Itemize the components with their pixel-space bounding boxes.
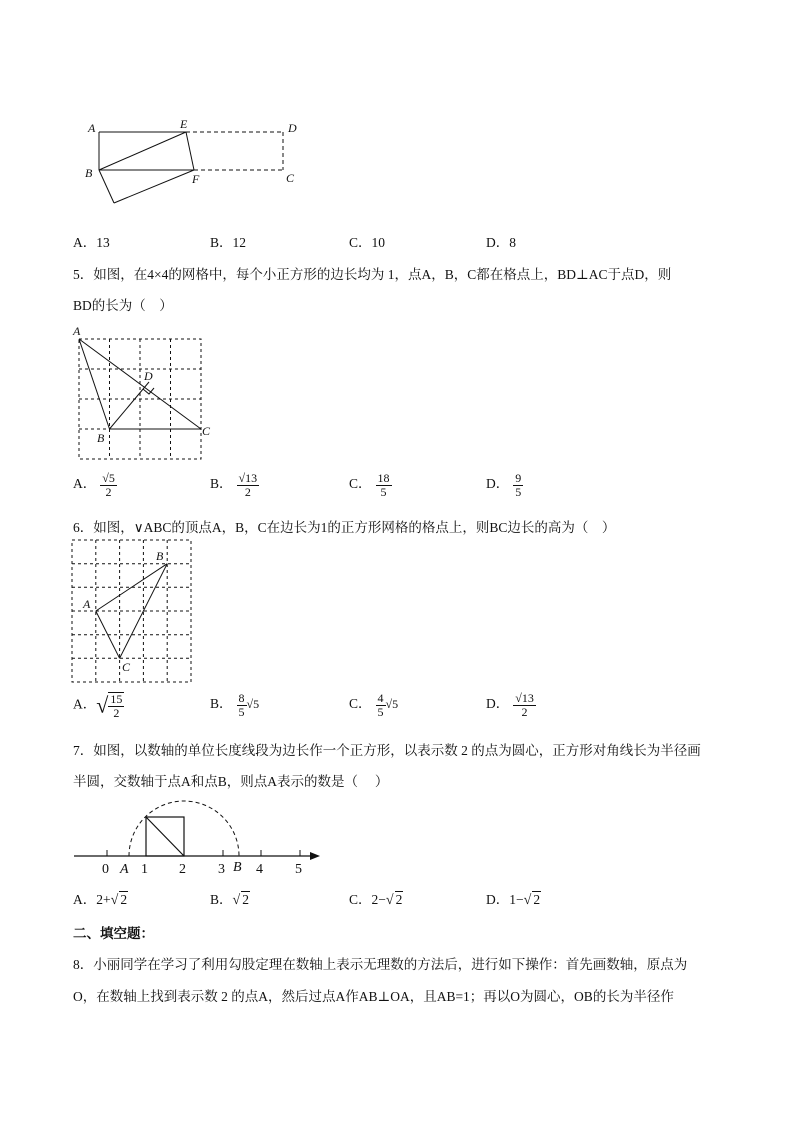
option-letter: A． (73, 476, 97, 492)
label-d: D (288, 121, 297, 135)
q4-option-d (486, 231, 516, 251)
tick-label-5: 5 (295, 862, 302, 877)
fraction (100, 472, 117, 498)
option-letter: B． (210, 235, 233, 250)
denominator: 5 (380, 484, 387, 499)
q6-label-c: C (122, 660, 131, 674)
numerator: √13 (238, 471, 258, 485)
q5-label-b: B (97, 431, 105, 445)
q6-line1: 6．如图，∨ABC的顶点A，B，C在边长为1的正方形网格的格点上，则BC边长的高为（ ） (73, 520, 616, 535)
tick-label-1: 1 (141, 862, 148, 877)
fraction (513, 692, 536, 718)
q6-grid (72, 540, 191, 682)
q6-figure (70, 538, 195, 688)
option-letter: A． (73, 235, 97, 250)
fraction (237, 472, 260, 498)
numerator: 4 (377, 691, 384, 705)
axis-arrow-icon (310, 852, 320, 860)
option-letter: B． (210, 696, 233, 712)
edge-be (99, 132, 186, 170)
q7-option-b (210, 888, 250, 909)
radical-term: √5 (246, 697, 260, 712)
radical-sign: √ (385, 893, 394, 908)
q6-option-a (73, 692, 124, 719)
denominator: 5 (515, 484, 522, 499)
option-letter: C． (349, 235, 372, 250)
option-letter: D． (486, 696, 510, 712)
q7-line2: 半圆，交数轴于点A和点B，则点A表示的数是（ ） (73, 774, 389, 789)
fraction (237, 692, 247, 718)
fraction (376, 692, 386, 718)
denominator: 2 (521, 704, 528, 719)
tick-label-3: 3 (218, 862, 225, 877)
label-b: B (85, 166, 93, 180)
option-letter: C． (349, 476, 372, 492)
numerator: 15 (110, 692, 123, 706)
q6-option-b (210, 692, 259, 718)
option-value: 12 (232, 235, 247, 250)
section-title: 二、填空题： (73, 926, 154, 941)
numerator: 18 (377, 471, 390, 485)
radical-sign: √ (232, 893, 241, 908)
fraction (376, 472, 392, 498)
radical-sign: √ (110, 893, 119, 908)
numerator: √5 (102, 471, 115, 485)
point-label-a: A (120, 862, 129, 877)
edge-bottom-f (114, 170, 194, 203)
option-letter: D． (486, 892, 510, 907)
q5-option-b (210, 472, 259, 498)
fraction (108, 692, 124, 719)
axis-ticks (107, 850, 300, 856)
q5-option-a (73, 472, 117, 498)
tick-label-0: 0 (102, 862, 109, 877)
option-value: 8 (509, 235, 516, 250)
point-label-b: B (233, 860, 242, 875)
q7-option-a (73, 888, 128, 909)
numerator: 9 (515, 471, 522, 485)
numerator: 8 (238, 691, 245, 705)
denominator: 2 (244, 484, 251, 499)
numerator: √13 (515, 691, 534, 705)
option-value: 10 (371, 235, 386, 250)
denominator: 2 (105, 484, 112, 499)
radicand: 2 (395, 892, 403, 907)
denominator: 2 (113, 705, 120, 720)
q6-label-a: A (83, 597, 91, 611)
label-a: A (88, 121, 96, 135)
option-prefix: 2− (371, 892, 386, 907)
q4-option-a (73, 231, 110, 251)
label-f: F (192, 172, 200, 186)
q5-line2: BD的长为（ ） (73, 298, 173, 313)
q6-option-d (486, 692, 536, 718)
square-diagonal (146, 817, 184, 856)
denominator: 5 (377, 704, 384, 719)
denominator: 5 (238, 704, 245, 719)
option-letter: D． (486, 235, 510, 250)
radicand: 2 (242, 892, 249, 907)
q5-line1: 5．如图，在4×4的网格中，每个小正方形的边长均为 1，点A，B，C都在格点上，BD⊥AC于点D，则 (73, 267, 672, 282)
q5-side-ab (79, 339, 110, 429)
q5-label-d: D (144, 369, 153, 383)
q7-option-c (349, 888, 403, 909)
label-e: E (180, 117, 188, 131)
q6-label-b: B (156, 549, 164, 563)
label-c: C (286, 171, 295, 185)
q5-option-c (349, 472, 392, 498)
tick-label-2: 2 (179, 862, 186, 877)
option-value: 13 (96, 235, 110, 250)
option-letter: A． (73, 696, 97, 712)
edge-b-bottom (99, 170, 114, 203)
option-letter: D． (486, 476, 510, 492)
q7-line1: 7．如图，以数轴的单位长度线段为边长作一个正方形，以表示数 2 的点为圆心，正方形对角线长为半径画 (73, 743, 701, 758)
q5-figure (70, 322, 220, 467)
fraction (513, 472, 523, 498)
radical-sign: √ (523, 893, 532, 908)
option-prefix: 2+ (96, 892, 111, 907)
radicand: 2 (120, 892, 128, 907)
option-letter: B． (210, 892, 233, 907)
option-letter: C． (349, 696, 372, 712)
radicand: 2 (533, 892, 541, 907)
option-letter: B． (210, 476, 233, 492)
option-prefix: 1− (509, 892, 524, 907)
q6-option-c (349, 692, 398, 718)
q4-option-b (210, 231, 246, 251)
radical-term: √5 (385, 697, 399, 712)
edge-ef (186, 132, 194, 170)
option-letter: A． (73, 892, 97, 907)
option-letter: C． (349, 892, 372, 907)
tick-label-4: 4 (256, 862, 263, 877)
q8-line2: O，在数轴上找到表示数 2 的点A，然后过点A作AB⊥OA，且AB=1；再以O为圆心，OB的长为半径作 (73, 989, 674, 1004)
q4-figure (80, 115, 310, 210)
q4-option-c (349, 231, 385, 251)
q7-option-d (486, 888, 541, 909)
radical-sign: √ (96, 692, 109, 718)
q5-option-d (486, 472, 523, 498)
q5-label-a: A (73, 324, 81, 338)
q7-number-line-figure (70, 800, 330, 880)
q5-label-c: C (202, 424, 211, 438)
q8-line1: 8．小丽同学在学习了利用勾股定理在数轴上表示无理数的方法后，进行如下操作：首先画数轴，原点为 (73, 957, 688, 972)
